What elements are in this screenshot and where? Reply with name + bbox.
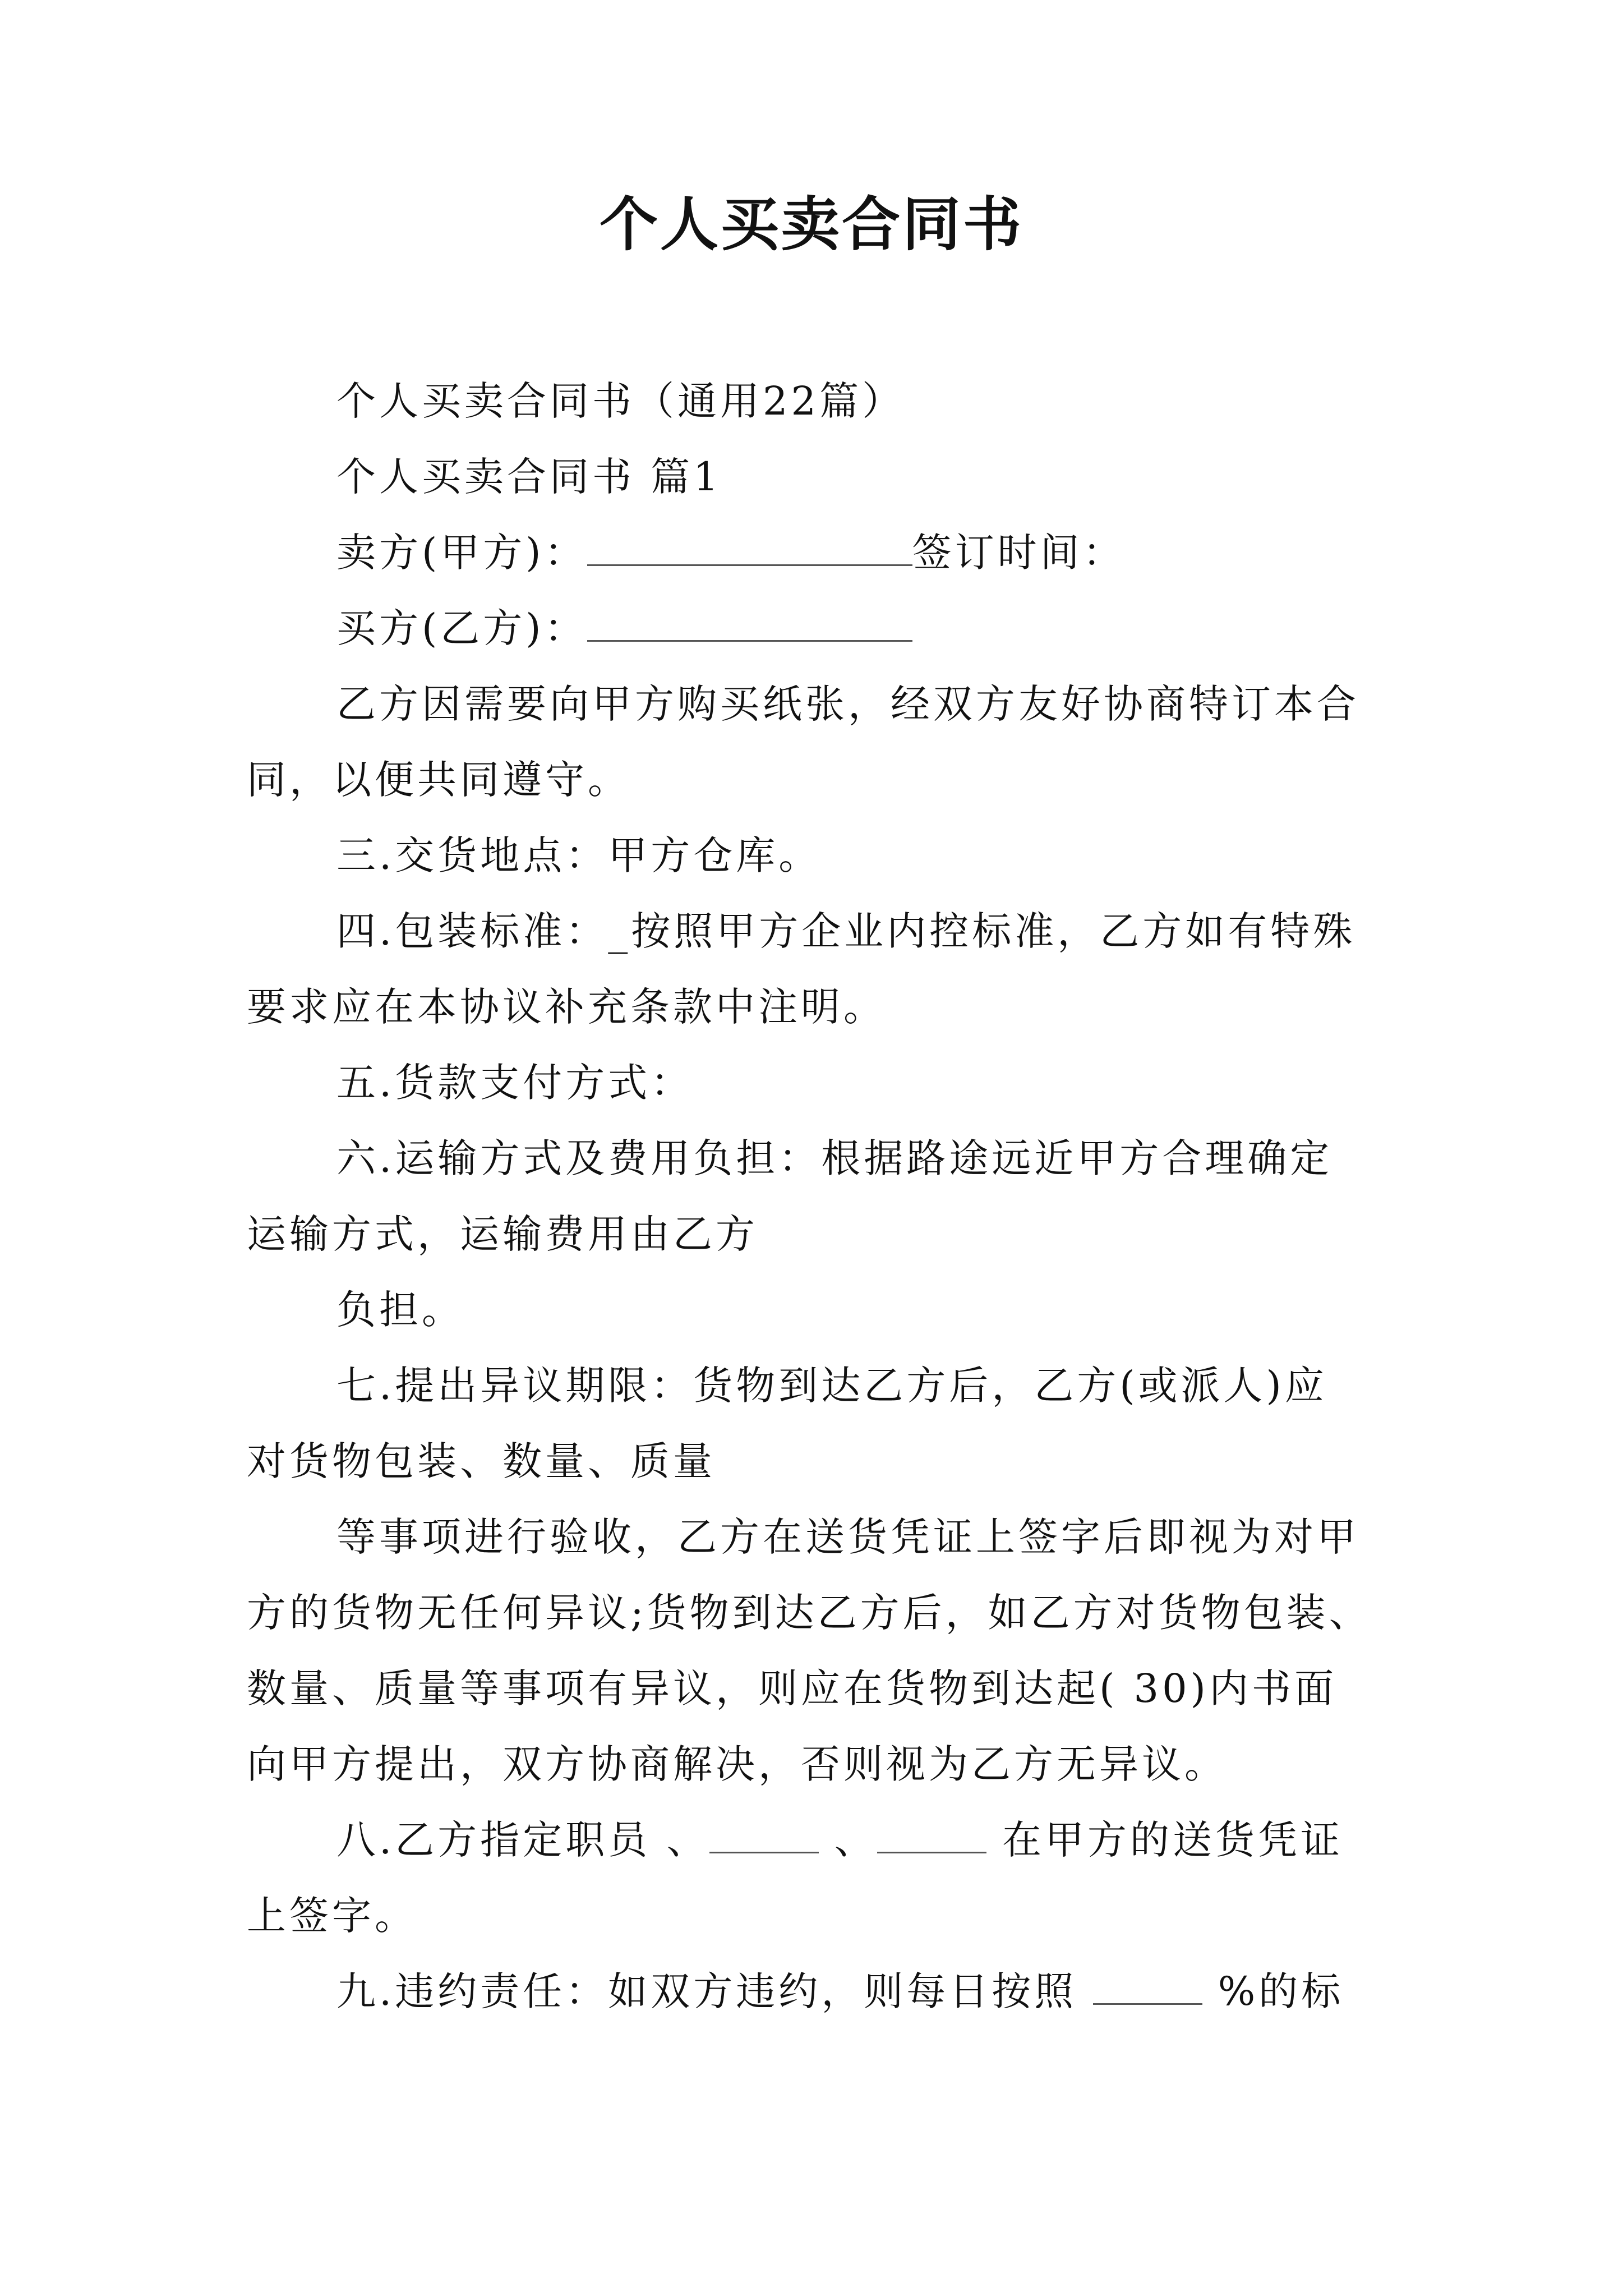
- signing-time-label: 签订时间：: [912, 530, 1126, 576]
- clause-line: [336, 1963, 1344, 2019]
- clause-text: 九.违约责任：如双方违约，则每日按照: [336, 1968, 1093, 2014]
- clause-line: 三.交货地点：甲方仓库。: [336, 832, 822, 878]
- paragraph-line: 乙方因需要向甲方购买纸张，经双方友好协商特订本合: [336, 681, 1359, 727]
- clause-line: 六.运输方式及费用负担：根据路途远近甲方合理确定: [336, 1135, 1333, 1181]
- clause-line: 对货物包装、数量、质量: [247, 1438, 716, 1484]
- buyer-line: [336, 600, 912, 656]
- clause-line: 七.提出异议期限：货物到达乙方后，乙方(或派人)应: [336, 1363, 1327, 1409]
- seller-line: [336, 524, 1126, 581]
- clause-line: [336, 1812, 1343, 1868]
- clause-text: 八.乙方指定职员 、: [336, 1817, 709, 1863]
- clause-line: 数量、质量等事项有异议，则应在货物到达起( 30)内书面: [247, 1665, 1337, 1711]
- section-heading: 个人买卖合同书 篇1: [336, 454, 722, 500]
- staff-name-blank: [877, 1812, 986, 1853]
- clause-line: 上签字。: [247, 1893, 417, 1939]
- clause-text: %的标: [1202, 1968, 1344, 2014]
- buyer-label: 买方(乙方)：: [336, 605, 587, 651]
- subtitle-line: 个人买卖合同书（通用22篇）: [336, 378, 905, 424]
- seller-name-blank: [587, 525, 912, 566]
- clause-line: 向甲方提出，双方协商解决，否则视为乙方无异议。: [247, 1741, 1227, 1787]
- clause-line: 要求应在本协议补充条款中注明。: [247, 984, 886, 1030]
- clause-line: 负担。: [336, 1287, 464, 1333]
- clause-line: 五.货款支付方式：: [336, 1060, 694, 1106]
- clause-line: 等事项进行验收，乙方在送货凭证上签字后即视为对甲: [336, 1514, 1359, 1560]
- paragraph-line: 同，以便共同遵守。: [247, 757, 630, 803]
- clause-text: 、: [818, 1817, 877, 1863]
- staff-name-blank: [709, 1812, 819, 1853]
- clause-text: 在甲方的送货凭证: [986, 1817, 1344, 1863]
- buyer-name-blank: [587, 601, 912, 642]
- clause-line: 运输方式，运输费用由乙方: [247, 1211, 758, 1257]
- clause-line: 方的货物无任何异议;货物到达乙方后，如乙方对货物包装、: [247, 1590, 1372, 1636]
- seller-label: 卖方(甲方)：: [336, 530, 587, 576]
- document-title: 个人买卖合同书: [599, 190, 1023, 259]
- penalty-rate-blank: [1093, 1964, 1202, 2005]
- clause-line: 四.包装标准：_按照甲方企业内控标准，乙方如有特殊: [336, 908, 1356, 954]
